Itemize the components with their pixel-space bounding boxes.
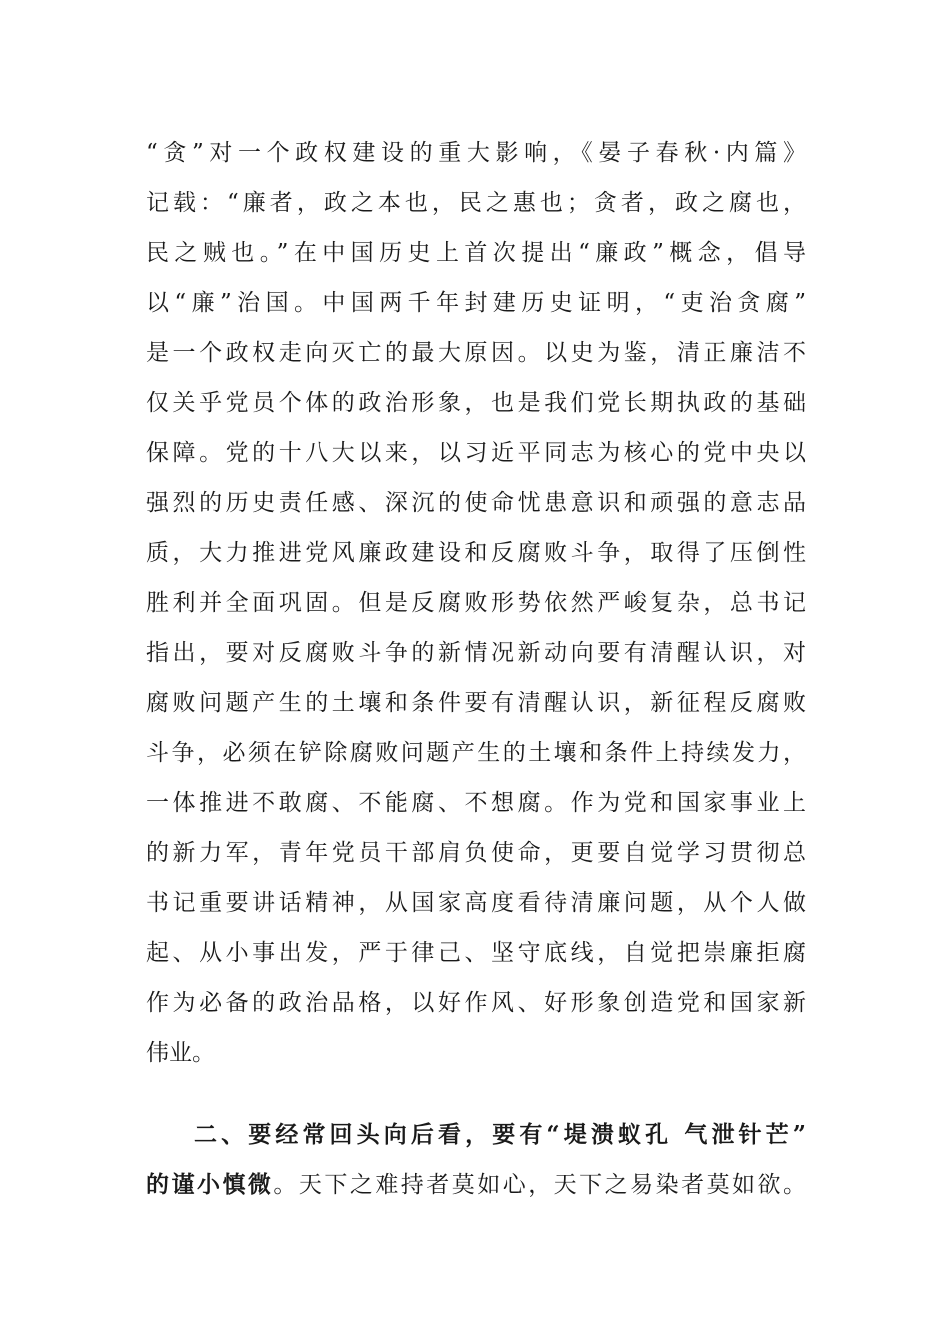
- text-line: 保障。党的十八大以来，以习近平同志为核心的党中央以: [146, 440, 806, 466]
- text-line: 指出，要对反腐败斗争的新情况新动向要有清醒认识，对: [146, 640, 806, 666]
- text-line: 以“廉”治国。中国两千年封建历史证明，“吏治贪腐”: [146, 290, 806, 316]
- text-line: 的新力军，青年党员干部肩负使命，更要自觉学习贯彻总: [146, 840, 806, 866]
- text-line: 质，大力推进党风廉政建设和反腐败斗争，取得了压倒性: [146, 540, 806, 566]
- text-line: 书记重要讲话精神，从国家高度看待清廉问题，从个人做: [146, 890, 806, 916]
- text-line: 是一个政权走向灭亡的最大原因。以史为鉴，清正廉洁不: [146, 340, 806, 366]
- text-line: 民之贼也。”在中国历史上首次提出“廉政”概念，倡导: [146, 240, 806, 266]
- text-line: 腐败问题产生的土壤和条件要有清醒认识，新征程反腐败: [146, 690, 806, 716]
- text-line: “贪”对一个政权建设的重大影响，《晏子春秋·内篇》: [146, 140, 806, 166]
- text-line: 作为必备的政治品格，以好作风、好形象创造党和国家新: [146, 990, 806, 1016]
- text-line: 起、从小事出发，严于律己、坚守底线，自觉把崇廉拒腐: [146, 940, 806, 966]
- text-line: 记载：“廉者，政之本也，民之惠也；贪者，政之腐也，: [146, 190, 806, 216]
- section-heading-continued: 的谨小慎微: [146, 1171, 274, 1198]
- body-text: 。天下之难持者莫如心，天下之易染者莫如欲。: [273, 1172, 807, 1198]
- paragraph-1: [146, 128, 806, 1078]
- text-line: 仅关乎党员个体的政治形象，也是我们党长期执政的基础: [146, 390, 806, 416]
- paragraph-2: [146, 1110, 806, 1210]
- text-line: 伟业。: [146, 1040, 215, 1066]
- text-line: [146, 1160, 806, 1210]
- text-line: 一体推进不敢腐、不能腐、不想腐。作为党和国家事业上: [146, 790, 806, 816]
- text-line: 斗争，必须在铲除腐败问题产生的土壤和条件上持续发力，: [146, 740, 806, 766]
- section-heading: 二、要经常回头向后看，要有“堤溃蚁孔 气泄针芒”: [194, 1121, 806, 1148]
- text-line: 胜利并全面巩固。但是反腐败形势依然严峻复杂，总书记: [146, 590, 806, 616]
- text-line: 强烈的历史责任感、深沉的使命忧患意识和顽强的意志品: [146, 490, 806, 516]
